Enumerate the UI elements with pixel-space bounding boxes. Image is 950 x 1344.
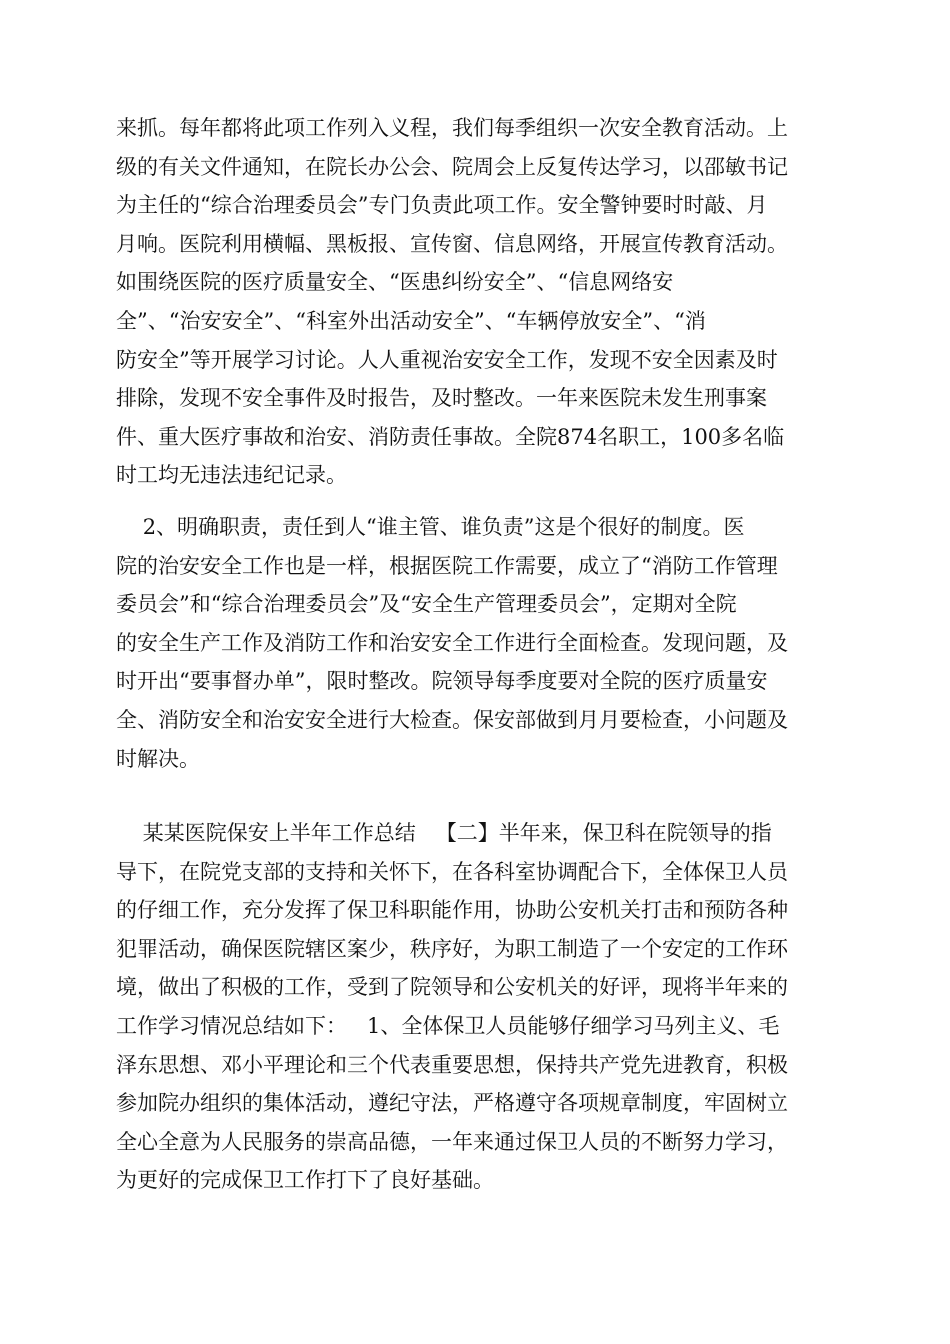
text-line: 为主任的“综合治理委员会”专门负责此项工作。安全警钟要时时敲、月 — [116, 193, 768, 218]
text-line: 时工均无违法违纪记录。 — [116, 463, 347, 488]
text-line: 时开出“要事督办单”，限时整改。院领导每季度要对全院的医疗质量安 — [116, 669, 768, 694]
text-line: 全、消防安全和治安安全进行大检查。保安部做到月月要检查，小问题及 — [116, 708, 788, 732]
text-line: 2、明确职责，责任到人“谁主管、谁负责”这是个很好的制度。医 — [116, 515, 745, 539]
text-line: 境，做出了积极的工作，受到了院领导和公安机关的好评，现将半年来的 — [116, 975, 788, 1000]
text-line: 如围绕医院的医疗质量安全、“医患纠纷安全”、“信息网络安 — [116, 270, 674, 295]
text-line: 排除，发现不安全事件及时报告，及时整改。一年来医院未发生刑事案 — [116, 386, 767, 411]
text-line: 时解决。 — [116, 746, 200, 771]
text-line: 导下，在院党支部的支持和关怀下，在各科室协调配合下，全体保卫人员 — [116, 859, 788, 884]
text-line: 全”、“治安安全”、“科室外出活动安全”、“车辆停放安全”、“消 — [116, 309, 706, 333]
text-line: 的安全生产工作及消防工作和治安安全工作进行全面检查。发现问题，及 — [116, 630, 788, 655]
text-line: 级的有关文件通知，在院长办公会、院周会上反复传达学习，以邵敏书记 — [116, 154, 788, 179]
text-line: 犯罪活动，确保医院辖区案少，秩序好，为职工制造了一个安定的工作环 — [116, 936, 788, 961]
text-line: 泽东思想、邓小平理论和三个代表重要思想，保持共产党先进教育，积极 — [116, 1052, 788, 1077]
text-line: 件、重大医疗事故和治安、消防责任事故。全院874名职工，100多名临 — [116, 424, 785, 449]
text-line: 防安全”等开展学习讨论。人人重视治安安全工作，发现不安全因素及时 — [116, 347, 778, 372]
text-line: 全心全意为人民服务的崇高品德，一年来通过保卫人员的不断努力学习， — [116, 1129, 788, 1154]
text-line: 来抓。每年都将此项工作列入义程，我们每季组织一次安全教育活动。上 — [116, 116, 788, 140]
text-line: 参加院办组织的集体活动，遵纪守法，严格遵守各项规章制度，牢固树立 — [116, 1091, 788, 1116]
text-line: 委员会”和“综合治理委员会”及“安全生产管理委员会”，定期对全院 — [116, 592, 737, 617]
text-line: 为更好的完成保卫工作打下了良好基础。 — [116, 1168, 494, 1193]
text-line: 的仔细工作，充分发挥了保卫科职能作用，协助公安机关打击和预防各种 — [116, 898, 788, 923]
text-line: 工作学习情况总结如下： 1、全体保卫人员能够仔细学习马列主义、毛 — [116, 1014, 780, 1038]
text-line: 月响。医院利用横幅、黑板报、宣传窗、信息网络，开展宣传教育活动。 — [116, 231, 788, 256]
text-line: 某某医院保安上半年工作总结 【二】半年来，保卫科在院领导的指 — [116, 821, 772, 845]
text-line: 院的治安安全工作也是一样，根据医院工作需要，成立了“消防工作管理 — [116, 553, 778, 578]
